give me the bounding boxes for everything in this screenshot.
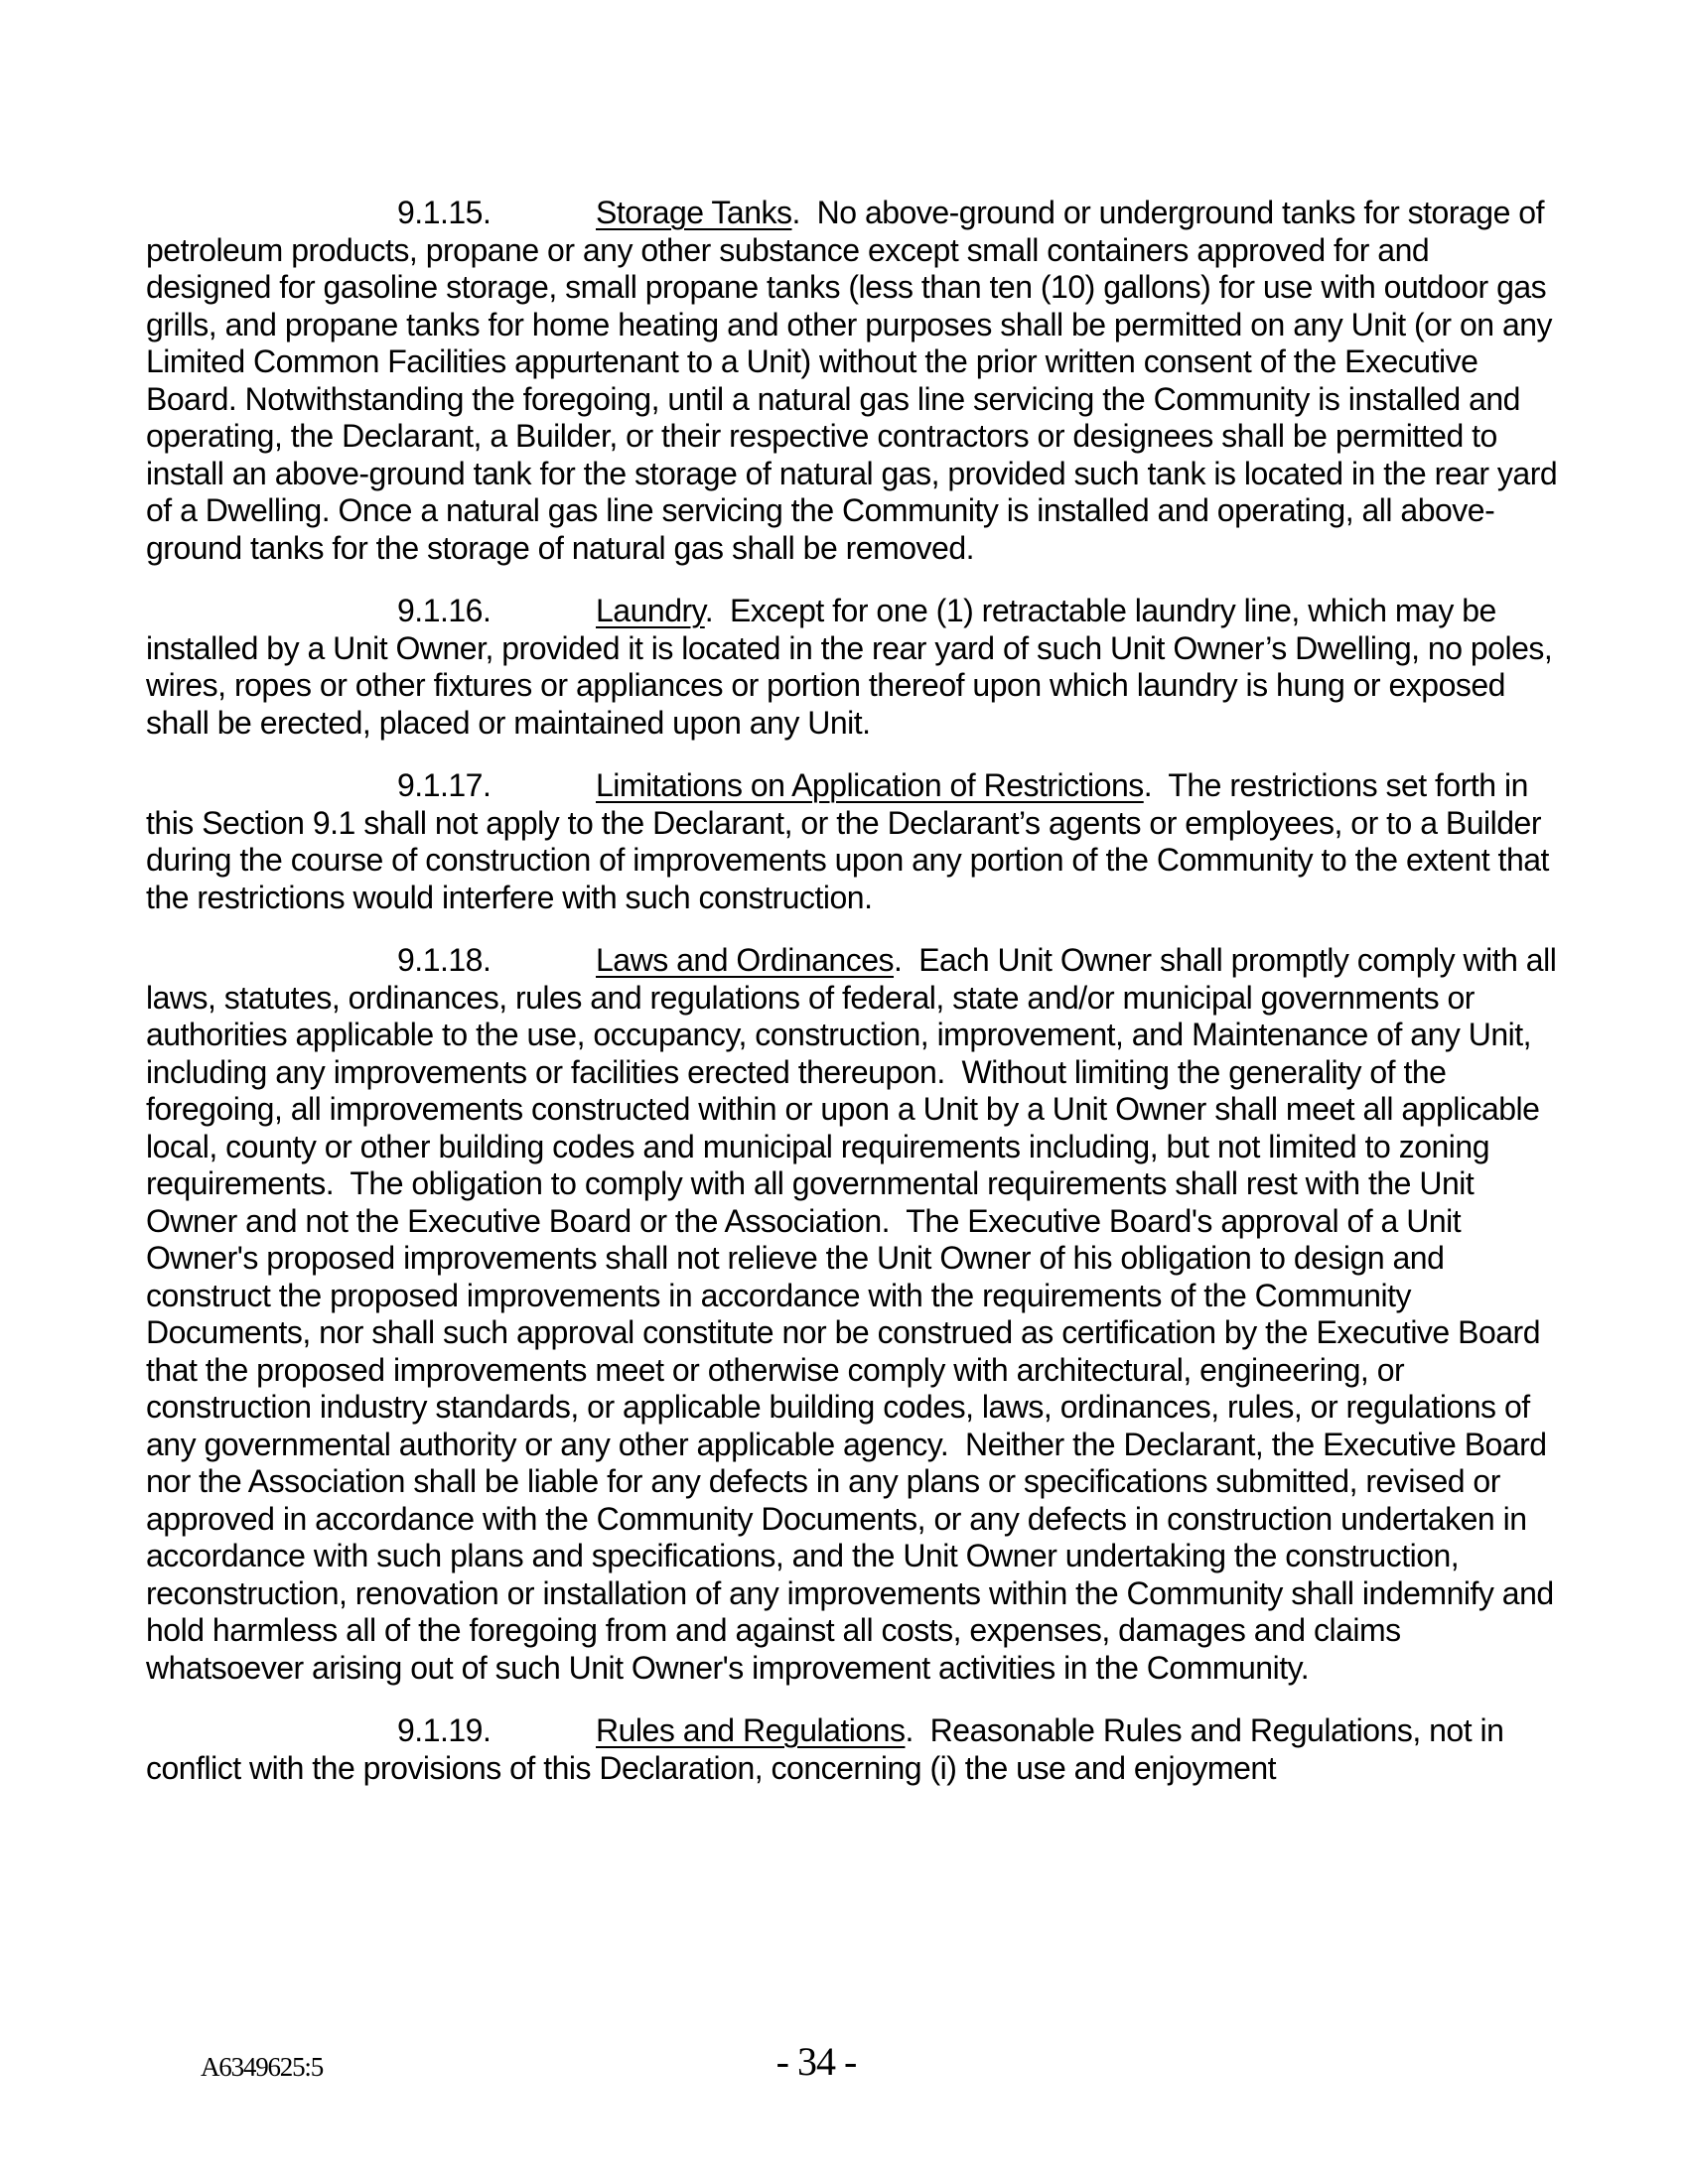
section-title: Laundry — [596, 593, 705, 628]
section-number: 9.1.17. — [397, 767, 492, 803]
section-body: . Each Unit Owner shall promptly comply with all laws, statutes, ordinances, rules and regulations of federal, state and/or municipal governments or authorities applicable to the use, occupancy, construction, improvement, and Maintenance of any Unit, including any improvements or facilities erected thereupon. Without limiting the generality of the foregoing, all improvements constructed within or upon a Unit by a Unit Owner shall meet all applicable local, county or other building codes and municipal requirements including, but not limited to zoning requirements. The obligation to comply with all governmental requirements shall rest with the Unit Owner and not the Executive Board or the Association. The Executive Board's approval of a Unit Owner's proposed improvements shall not relieve the Unit Owner of his obligation to design and construct the proposed improvements in accordance with the requirements of the Community Documents, nor shall such approval constitute nor be construed as certification by the Executive Board that the proposed improvements meet or otherwise comply with architectural, engineering, or construction industry standards, or applicable building codes, laws, ordinances, rules, or regulations of any governmental authority or any other applicable agency. Neither the Declarant, the Executive Board nor the Association shall be liable for any defects in any plans or specifications submitted, revised or approved in accordance with the Community Documents, or any defects in construction undertaken in accordance with such plans and specifications, and the Unit Owner undertaking the construction, reconstruction, renovation or installation of any improvements within the Community shall indemnify and hold harmless all of the foregoing from and against all costs, expenses, damages and claims whatsoever arising out of such Unit Owner's improvement activities in the Community. — [146, 942, 1565, 1686]
document-body — [146, 195, 1566, 1813]
section-title: Storage Tanks — [596, 195, 792, 230]
section-body: . No above-ground or underground tanks for storage of petroleum products, propane or any other substance except small containers approved for and designed for gasoline storage, small propane tanks (less than ten (10) gallons) for use with outdoor gas grills, and propane tanks for home heating and other purposes shall be permitted on any Unit (or on any Limited Common Facilities appurtenant to a Unit) without the prior written consent of the Executive Board. Notwithstanding the foregoing, until a natural gas line servicing the Community is installed and operating, the Declarant, a Builder, or their respective contractors or designees shall be permitted to install an above-ground tank for the storage of natural gas, provided such tank is located in the rear yard of a Dwelling. Once a natural gas line servicing the Community is installed and operating, all above-ground tanks for the storage of natural gas shall be removed. — [146, 195, 1566, 566]
section-title: Limitations on Application of Restrictions — [596, 767, 1144, 803]
section-body: . The restrictions set forth in this Section 9.1 shall not apply to the Declarant, or the Declarant’s agents or employees, or to a Builder during the course of construction of improvements upon any portion of the Community to the extent that the restrictions would interfere with such construction. — [146, 767, 1558, 915]
section-number: 9.1.19. — [397, 1712, 492, 1748]
section-body: . Reasonable Rules and Regulations, not in conflict with the provisions of this Declaration, concerning (i) the use and enjoyment — [146, 1712, 1512, 1786]
section-paragraph-9-1-18 — [146, 942, 1565, 1687]
footer-page-number: - 34 - — [775, 2039, 857, 2084]
section-paragraph-9-1-15 — [146, 195, 1566, 567]
section-number: 9.1.15. — [397, 195, 492, 230]
section-paragraph-9-1-16 — [146, 593, 1562, 742]
section-paragraph-9-1-17 — [146, 767, 1562, 916]
section-title: Laws and Ordinances — [596, 942, 895, 978]
footer-document-id: A6349625:5 — [201, 2052, 324, 2082]
section-title: Rules and Regulations — [596, 1712, 906, 1748]
section-body: . Except for one (1) retractable laundry line, which may be installed by a Unit Owner, provided it is located in the rear yard of such Unit Owner’s Dwelling, no poles, wires, ropes or other fixtures or appliances or portion thereof upon which laundry is hung or exposed shall be erected, placed or maintained upon any Unit. — [146, 593, 1561, 741]
section-number: 9.1.16. — [397, 593, 492, 628]
section-paragraph-9-1-19 — [146, 1712, 1562, 1787]
section-number: 9.1.18. — [397, 942, 492, 978]
